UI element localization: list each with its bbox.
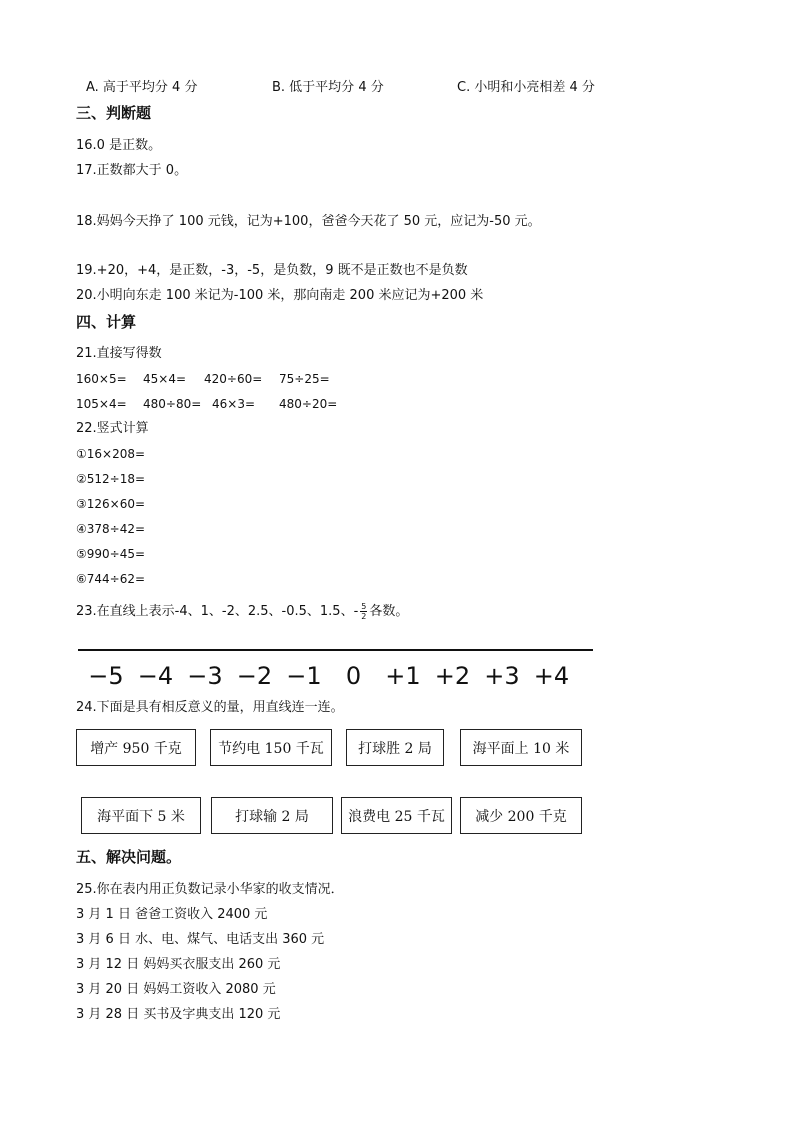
calc-item: 45×4=	[143, 372, 187, 386]
record-item: 3 月 20 日 妈妈工资收入 2080 元	[76, 982, 276, 997]
calc-item: 480÷20=	[279, 397, 338, 411]
vertical-calc-item: ③126×60=	[76, 497, 146, 511]
question-24: 24.下面是具有相反意义的量，用直线连一连。	[76, 700, 344, 715]
calc-item: 105×4=	[76, 397, 127, 411]
match-box-top[interactable]: 节约电 150 千瓦	[210, 729, 332, 766]
number-line-label: −3	[187, 662, 223, 690]
number-line-label: +2	[434, 662, 471, 690]
record-item: 3 月 1 日 爸爸工资收入 2400 元	[76, 907, 268, 922]
match-box-top[interactable]: 海平面上 10 米	[460, 729, 582, 766]
option-a: A. 高于平均分 4 分	[86, 80, 198, 95]
question-19: 19.+20，+4，是正数，-3，-5，是负数，9 既不是正数也不是负数	[76, 263, 468, 278]
vertical-calc-item: ⑥744÷62=	[76, 572, 146, 586]
section3-title: 三、判断题	[76, 104, 152, 122]
section5-title: 五、解决问题。	[76, 848, 182, 866]
fraction	[360, 602, 367, 621]
record-item: 3 月 28 日 买书及字典支出 120 元	[76, 1007, 281, 1022]
match-box-top[interactable]: 打球胜 2 局	[346, 729, 444, 766]
fraction-denominator: 2	[361, 612, 367, 621]
calc-item: 420÷60=	[204, 372, 263, 386]
option-b: B. 低于平均分 4 分	[272, 80, 384, 95]
question-23-suffix: 各数。	[369, 604, 409, 619]
match-box-bottom[interactable]: 海平面下 5 米	[81, 797, 201, 834]
vertical-calc-item: ④378÷42=	[76, 522, 146, 536]
calc-item: 480÷80=	[143, 397, 202, 411]
number-line-label: +3	[484, 662, 520, 690]
number-line-label: −4	[137, 662, 174, 690]
question-16: 16.0 是正数。	[76, 138, 162, 153]
match-box-top[interactable]: 增产 950 千克	[76, 729, 196, 766]
number-line-label: −5	[88, 662, 124, 690]
question-22: 22.竖式计算	[76, 421, 149, 436]
vertical-calc-item: ②512÷18=	[76, 472, 146, 486]
match-box-bottom[interactable]: 浪费电 25 千瓦	[341, 797, 452, 834]
option-c: C. 小明和小亮相差 4 分	[457, 80, 595, 95]
question-17: 17.正数都大于 0。	[76, 163, 188, 178]
question-18: 18.妈妈今天挣了 100 元钱，记为+100，爸爸今天花了 50 元，应记为-50 元。	[76, 214, 541, 229]
number-line-label: +4	[533, 662, 570, 690]
record-item: 3 月 12 日 妈妈买衣服支出 260 元	[76, 957, 281, 972]
calc-item: 160×5=	[76, 372, 127, 386]
record-item: 3 月 6 日 水、电、煤气、电话支出 360 元	[76, 932, 325, 947]
number-line-label: +1	[385, 662, 421, 690]
number-line-label: 0	[345, 662, 362, 690]
question-25: 25.你在表内用正负数记录小华家的收支情况．	[76, 882, 344, 897]
vertical-calc-item: ⑤990÷45=	[76, 547, 146, 561]
question-23-prefix: 23.在直线上表示-4、1、-2、2.5、-0.5、1.5、-	[76, 604, 359, 619]
fraction-numerator: 5	[361, 602, 367, 611]
match-box-bottom[interactable]: 打球输 2 局	[211, 797, 333, 834]
question-20: 20.小明向东走 100 米记为-100 米，那向南走 200 米应记为+200 米	[76, 288, 484, 303]
calc-item: 75÷25=	[279, 372, 330, 386]
number-line-axis	[78, 649, 593, 651]
match-box-bottom[interactable]: 减少 200 千克	[460, 797, 582, 834]
vertical-calc-item: ①16×208=	[76, 447, 146, 461]
number-line-label: −1	[286, 662, 322, 690]
number-line-label: −2	[236, 662, 273, 690]
section4-title: 四、计算	[76, 313, 137, 331]
question-23	[76, 602, 408, 621]
question-21: 21.直接写得数	[76, 346, 162, 361]
calc-item: 46×3=	[212, 397, 256, 411]
